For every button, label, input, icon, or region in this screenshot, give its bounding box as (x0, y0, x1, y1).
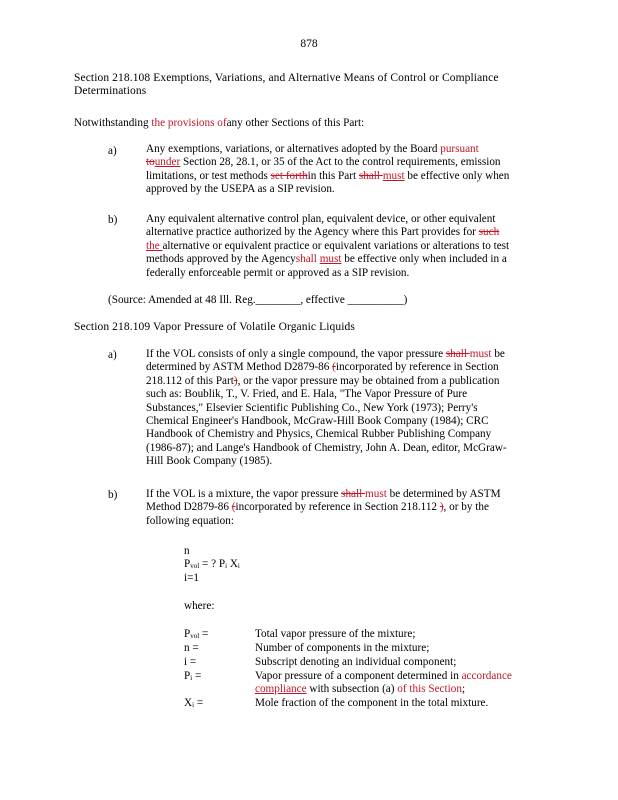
section-218-109-item-b (146, 488, 556, 528)
line: following equation: (146, 514, 234, 527)
heading-line: Section 218.108 Exemptions, Variations, and Alternative Means of Control or Compliance (74, 72, 499, 84)
heading-line: Determinations (74, 85, 147, 98)
definition-text: Total vapor pressure of the mixture; (255, 628, 416, 640)
line: 218.112 of this Part), or the vapor pressure may be obtained from a publication (146, 374, 500, 387)
line: tounder Section 28, 28.1, or 35 of the Act to the control requirements, emission (146, 156, 501, 169)
inserted-text: must (382, 169, 405, 182)
page-number: 878 (300, 38, 318, 50)
definition-text: Vapor pressure of a component determined in accordance compliance with subsection (a) of this Section; (255, 670, 512, 696)
line: federally enforceable permit or approved as a SIP revision. (146, 266, 410, 279)
deleted-text: set forth (270, 169, 308, 182)
inserted-text: must (469, 348, 492, 360)
deleted-text: ( (231, 501, 236, 514)
definition-text: Number of components in the mixture; (255, 642, 430, 654)
line: such as: Boublik, T., V. Fried, and E. Hala, "The Vapor Pressure of Pure (146, 388, 468, 401)
line: limitations, or test methods set forthin this Part shall must be effective only when (146, 169, 510, 182)
source-note: (Source: Amended at 48 Ill. Reg.________, effective __________) (108, 294, 408, 306)
section-218-108-heading (74, 72, 574, 99)
section-218-109-heading: Section 218.109 Vapor Pressure of Volatile Organic Liquids (74, 321, 355, 333)
inserted-text: accordance (461, 670, 512, 682)
deleted-text: to (146, 156, 155, 169)
section-218-108-item-b (146, 213, 556, 280)
inserted-text: pursuant (440, 143, 479, 155)
line: If the VOL is a mixture, the vapor pressure shall must be determined by ASTM (146, 488, 501, 500)
text: any other Sections of this Part: (226, 117, 365, 129)
inserted-text: the provisions of (151, 117, 227, 129)
item-label-a: a) (108, 349, 117, 361)
deleted-text: shall (341, 488, 366, 500)
deleted-text: shall (358, 169, 383, 182)
inserted-text: of this Section (397, 683, 462, 696)
line: Any exemptions, variations, or alternatives adopted by the Board pursuant (146, 143, 479, 155)
inserted-text: shall (295, 253, 320, 266)
equation-body: $P_{vol}$ = ? $P_i$ $X_i$ (184, 558, 240, 571)
line: If the VOL consists of only a single compound, the vapor pressure shall must be (146, 348, 505, 360)
item-label-b: b) (108, 489, 118, 501)
inserted-text: the (146, 239, 163, 252)
inserted-text: compliance (255, 683, 307, 696)
section-218-109-item-a (146, 348, 556, 469)
deleted-text: shall (445, 348, 470, 360)
text: Notwithstanding (74, 117, 152, 129)
where-label: where: (184, 600, 215, 612)
line: methods approved by the Agencyshall must be effective only when included in a (146, 253, 507, 266)
deleted-text: ) (233, 374, 238, 387)
inserted-text: must (319, 253, 342, 266)
deleted-text: ( (332, 361, 336, 374)
definition-symbol: n = (184, 642, 199, 654)
line: Chemical Engineer's Handbook, McGraw-Hill Book Company (1984); CRC (146, 415, 489, 428)
line: determined by ASTM Method D2879-86 (incorporated by reference in Section (146, 361, 499, 374)
definition-text: Mole fraction of the component in the total mixture. (255, 697, 489, 709)
item-label-a: a) (108, 145, 117, 157)
section-218-108-item-a (146, 143, 556, 197)
line: the alternative or equivalent practice or equivalent variations or alterations to test (146, 239, 510, 252)
inserted-text: must (365, 488, 387, 500)
equation (184, 545, 240, 585)
summation-lower: i=1 (184, 571, 200, 584)
line: Handbook of Chemistry and Physics, Chemical Rubber Publishing Company (146, 428, 492, 441)
deleted-text: such (478, 226, 500, 239)
line: Method D2879-86 (incorporated by reference in Section 218.112 ), or by the (146, 501, 489, 514)
section-218-108-intro (74, 117, 574, 130)
line: approved by the USEPA as a SIP revision. (146, 183, 335, 196)
line: alternative practice authorized by the Agency where this Part provides for such (146, 226, 500, 239)
definition-symbol: i = (184, 656, 197, 668)
inserted-text: under (154, 156, 181, 169)
item-label-b: b) (108, 214, 118, 226)
summation-upper: n (184, 545, 190, 557)
line: Substances," Elsevier Scientific Publishing Co., New York (1973); Perry's (146, 401, 478, 414)
definition-symbol: $P_i$ = (184, 670, 202, 682)
definition-text: Subscript denoting an individual component; (255, 656, 457, 668)
line: (1986-87); and Lange's Handbook of Chemistry, John A. Dean, editor, McGraw- (146, 441, 507, 454)
definition-symbol: $P_{vol}$ = (184, 628, 209, 640)
line: Any equivalent alternative control plan, equivalent device, or other equivalent (146, 213, 496, 225)
definition-symbol: $X_i$ = (184, 697, 204, 709)
line: Hill Book Company (1985). (146, 455, 273, 468)
deleted-text: ) (439, 501, 444, 514)
